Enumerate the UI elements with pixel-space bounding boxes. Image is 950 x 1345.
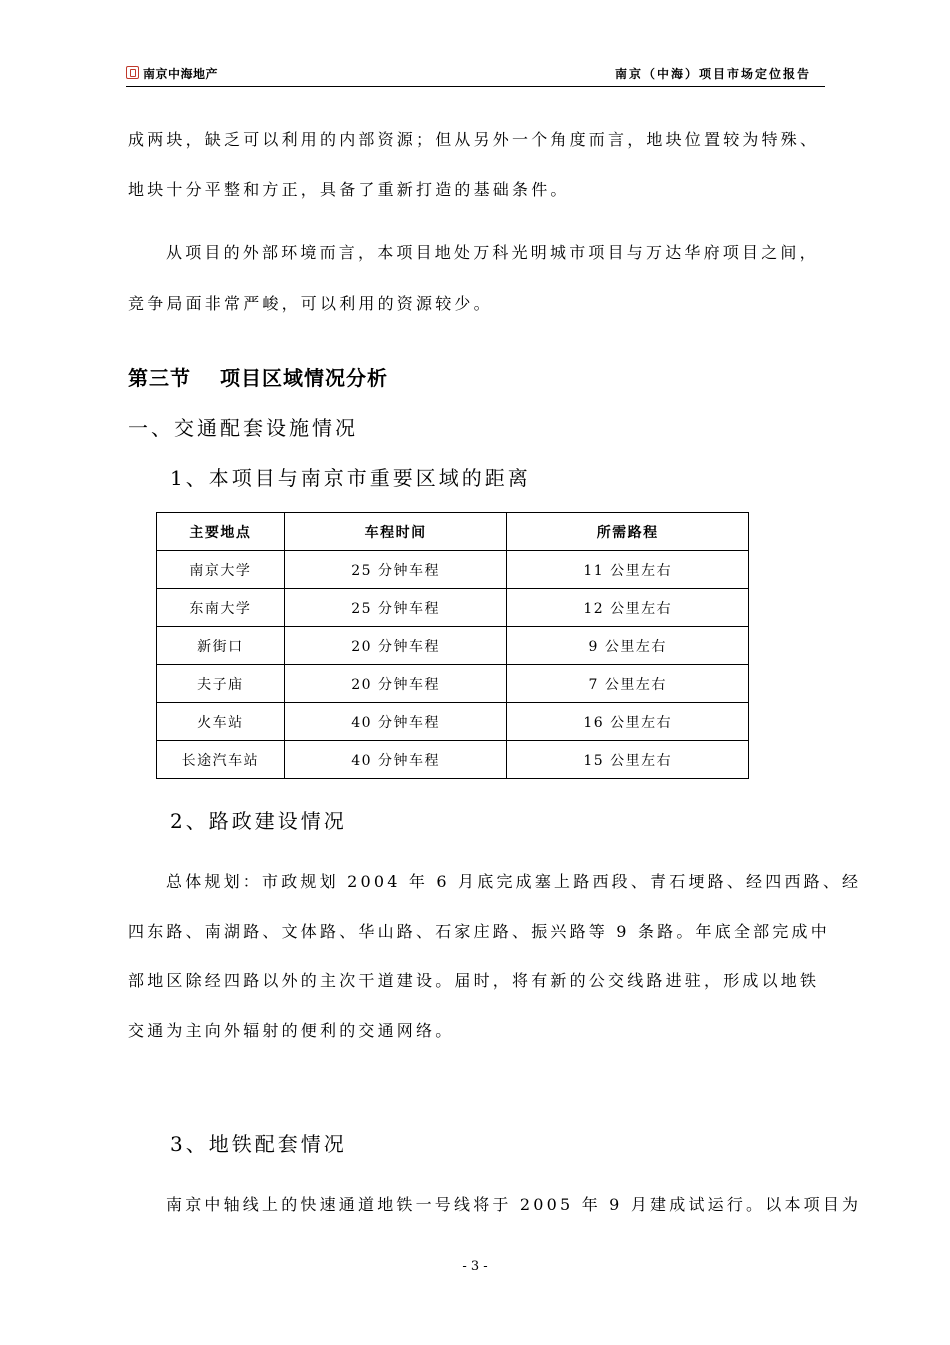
table-cell-location: 火车站 bbox=[157, 703, 285, 741]
paragraph-4-line-1: 南京中轴线上的快速通道地铁一号线将于 2005 年 9 月建成试运行。以本项目为 bbox=[166, 1195, 862, 1214]
paragraph-2-line-2: 竞争局面非常严峻，可以利用的资源较少。 bbox=[128, 294, 493, 313]
table-cell-location: 南京大学 bbox=[157, 551, 285, 589]
table-row bbox=[157, 665, 749, 703]
paragraph-1-line-2: 地块十分平整和方正，具备了重新打造的基础条件。 bbox=[128, 180, 570, 199]
table-cell-distance: 9 公里左右 bbox=[507, 627, 749, 665]
table-cell-drive-time: 25 分钟车程 bbox=[284, 589, 507, 627]
distance-table bbox=[156, 512, 749, 779]
paragraph-1-line-1: 成两块，缺乏可以利用的内部资源；但从另外一个角度而言，地块位置较为特殊、 bbox=[128, 130, 820, 149]
table-row bbox=[157, 589, 749, 627]
header-report-title: 南京（中海）项目市场定位报告 bbox=[614, 67, 811, 81]
table-cell-location: 长途汽车站 bbox=[157, 741, 285, 779]
subheading-metro: 3、地铁配套情况 bbox=[170, 1132, 347, 1156]
table-row bbox=[157, 627, 749, 665]
table-cell-distance: 16 公里左右 bbox=[507, 703, 749, 741]
table-cell-drive-time: 25 分钟车程 bbox=[284, 551, 507, 589]
page-number: - 3 - bbox=[462, 1259, 488, 1274]
table-row bbox=[157, 703, 749, 741]
table-cell-drive-time: 20 分钟车程 bbox=[284, 627, 507, 665]
table-cell-distance: 12 公里左右 bbox=[507, 589, 749, 627]
table-cell-location: 新街口 bbox=[157, 627, 285, 665]
paragraph-3-line-4: 交通为主向外辐射的便利的交通网络。 bbox=[128, 1021, 455, 1040]
table-cell-location: 夫子庙 bbox=[157, 665, 285, 703]
paragraph-2-line-1: 从项目的外部环境而言，本项目地处万科光明城市项目与万达华府项目之间， bbox=[166, 243, 819, 262]
heading-traffic-facilities: 一、交通配套设施情况 bbox=[128, 416, 358, 440]
table-row bbox=[157, 741, 749, 779]
table-cell-distance: 7 公里左右 bbox=[507, 665, 749, 703]
header-company-name: 南京中海地产 bbox=[143, 67, 219, 81]
subheading-distance: 1、本项目与南京市重要区域的距离 bbox=[170, 466, 531, 490]
section-title: 第三节 项目区域情况分析 bbox=[128, 366, 388, 390]
table-cell-drive-time: 20 分钟车程 bbox=[284, 665, 507, 703]
paragraph-3-line-2: 四东路、南湖路、文体路、华山路、石家庄路、振兴路等 9 条路。年底全部完成中 bbox=[128, 922, 830, 941]
table-row bbox=[157, 551, 749, 589]
company-logo-icon bbox=[126, 66, 139, 79]
table-cell-distance: 11 公里左右 bbox=[507, 551, 749, 589]
paragraph-3-line-1: 总体规划：市政规划 2004 年 6 月底完成塞上路西段、青石埂路、经四西路、经 bbox=[166, 872, 862, 891]
table-cell-location: 东南大学 bbox=[157, 589, 285, 627]
subheading-road-construction: 2、路政建设情况 bbox=[170, 809, 347, 833]
column-header-drive-time: 车程时间 bbox=[284, 513, 507, 551]
table-cell-drive-time: 40 分钟车程 bbox=[284, 741, 507, 779]
table-cell-drive-time: 40 分钟车程 bbox=[284, 703, 507, 741]
paragraph-3-line-3: 部地区除经四路以外的主次干道建设。届时，将有新的公交线路进驻，形成以地铁 bbox=[128, 971, 820, 990]
page-header bbox=[126, 64, 825, 87]
table-header-row bbox=[157, 513, 749, 551]
column-header-location: 主要地点 bbox=[157, 513, 285, 551]
column-header-distance: 所需路程 bbox=[507, 513, 749, 551]
table-cell-distance: 15 公里左右 bbox=[507, 741, 749, 779]
